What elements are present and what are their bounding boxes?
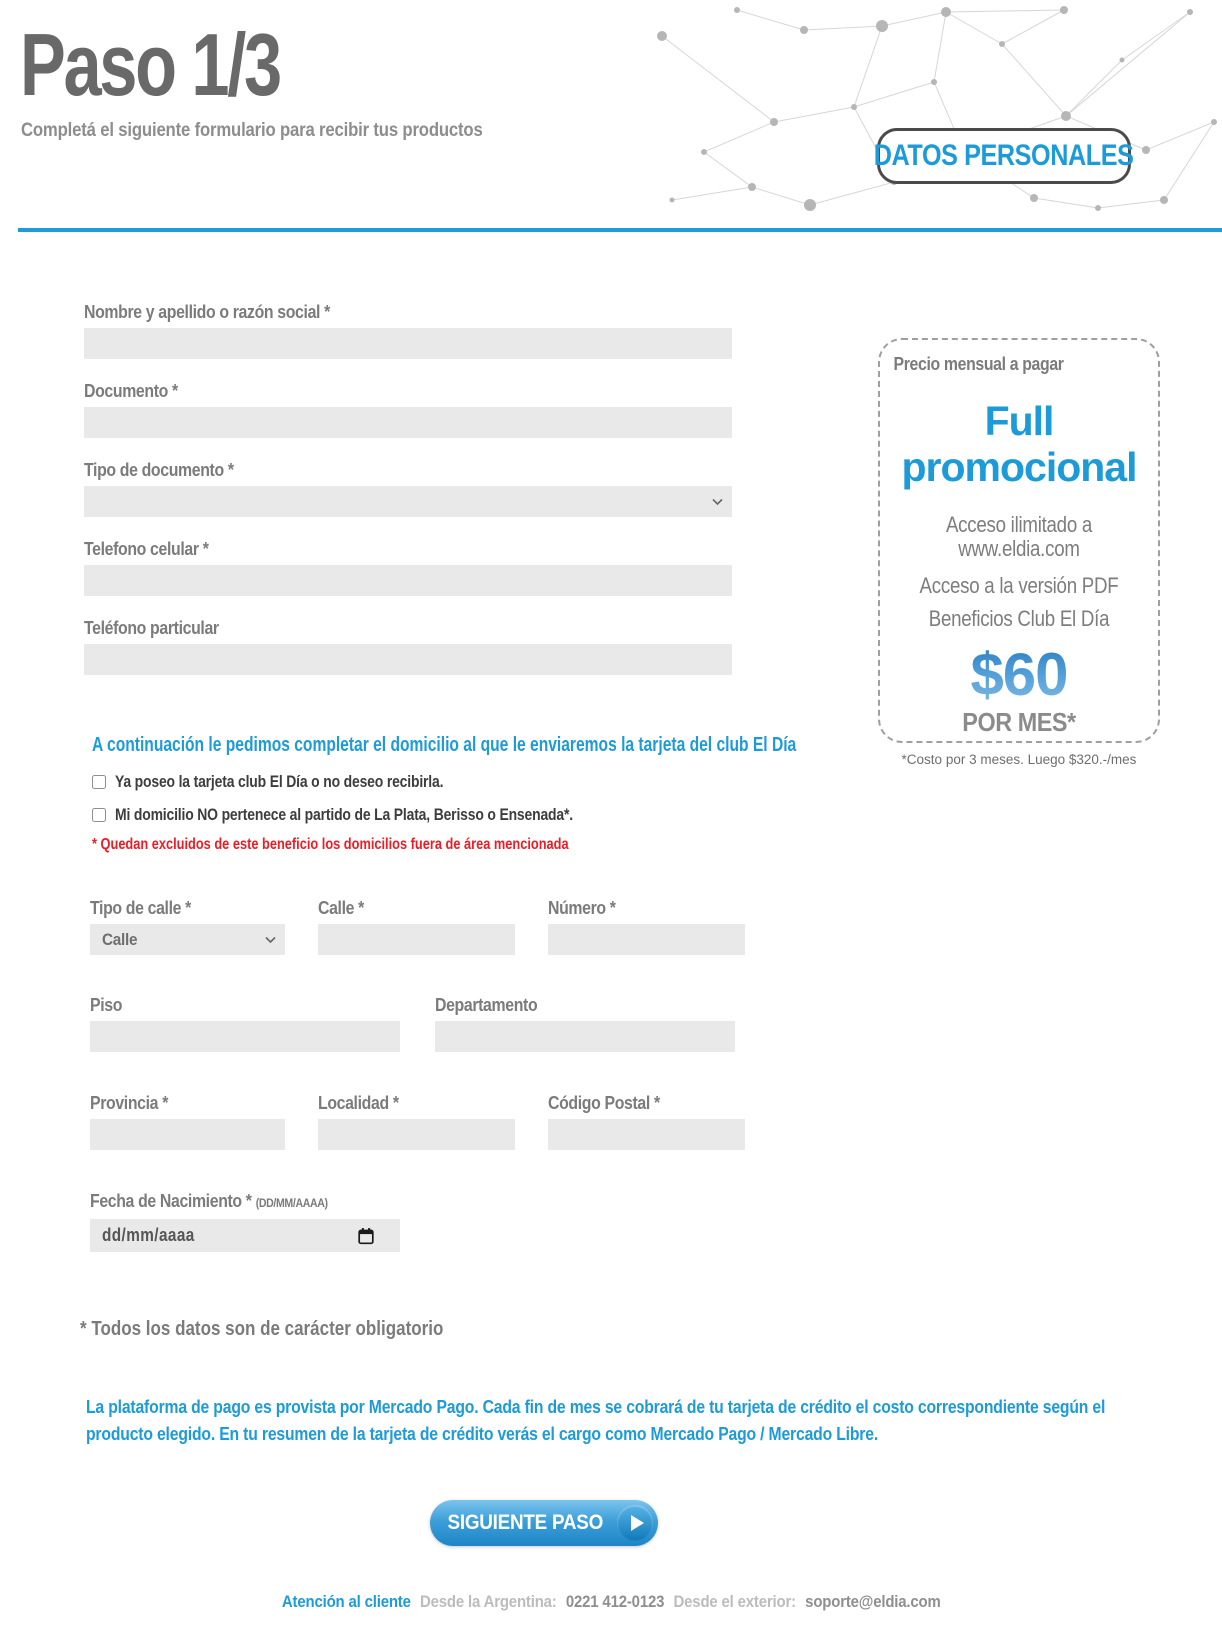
field-group-doc-type bbox=[84, 460, 732, 517]
section-badge bbox=[874, 128, 1134, 184]
outside-area-label: Mi domicilio NO pertenece al partido de La Plata, Berisso o Ensenada*. bbox=[115, 805, 573, 824]
benefit-pdf-version: Acceso a la versión PDF bbox=[919, 573, 1119, 599]
doc-type-label: Tipo de documento * bbox=[84, 460, 234, 480]
header-divider bbox=[18, 228, 1222, 232]
birthdate-placeholder: dd/mm/aaaa bbox=[102, 1225, 195, 1245]
calendar-icon[interactable] bbox=[358, 1227, 374, 1244]
birthdate-format-hint: (DD/MM/AAAA) bbox=[255, 1196, 328, 1210]
benefit-club: Beneficios Club El Día bbox=[928, 605, 1110, 631]
personal-data-form bbox=[84, 302, 732, 697]
cell-phone-input[interactable] bbox=[84, 565, 732, 596]
network-decoration bbox=[642, 0, 1222, 224]
street-type-value: Calle bbox=[102, 929, 138, 949]
apartment-input[interactable] bbox=[435, 1021, 735, 1052]
customer-service-footer bbox=[0, 1592, 1222, 1612]
price-footnote: *Costo por 3 meses. Luego $320.-/mes bbox=[901, 752, 1137, 767]
footer-label: Atención al cliente bbox=[281, 1592, 411, 1611]
product-name: Full promocional bbox=[901, 398, 1137, 490]
page-title: Paso 1/3 bbox=[20, 15, 280, 114]
excluded-areas-note: * Quedan excluidos de este beneficio los domicilios fuera de área mencionada bbox=[92, 836, 569, 853]
document-label: Documento * bbox=[84, 381, 178, 401]
field-group-postal-code bbox=[548, 1093, 745, 1150]
floor-input[interactable] bbox=[90, 1021, 400, 1052]
name-input[interactable] bbox=[84, 328, 732, 359]
play-icon-circle bbox=[617, 1505, 653, 1541]
name-label: Nombre y apellido o razón social * bbox=[84, 302, 330, 322]
street-type-label: Tipo de calle * bbox=[90, 898, 191, 918]
field-group-home-phone bbox=[84, 618, 732, 675]
next-step-button[interactable] bbox=[430, 1500, 658, 1546]
club-card-optout-checkbox[interactable] bbox=[92, 775, 106, 789]
birthdate-input[interactable] bbox=[90, 1219, 400, 1252]
field-group-number bbox=[548, 898, 745, 955]
required-fields-note: * Todos los datos son de carácter obligatorio bbox=[80, 1318, 444, 1340]
outside-area-checkbox[interactable] bbox=[92, 808, 106, 822]
city-input[interactable] bbox=[318, 1119, 515, 1150]
price-period: POR MES* bbox=[962, 707, 1076, 738]
footer-from-exterior: Desde el exterior: bbox=[673, 1592, 796, 1611]
benefit-unlimited-access-line2: www.eldia.com bbox=[958, 536, 1080, 562]
field-group-city bbox=[318, 1093, 515, 1150]
club-card-optout-option[interactable] bbox=[92, 772, 995, 792]
home-phone-input[interactable] bbox=[84, 644, 732, 675]
floor-label: Piso bbox=[90, 995, 123, 1015]
doc-type-select[interactable] bbox=[84, 486, 732, 517]
street-input[interactable] bbox=[318, 924, 515, 955]
postal-code-input[interactable] bbox=[548, 1119, 745, 1150]
club-card-optout-label: Ya poseo la tarjeta club El Día o no deseo recibirla. bbox=[115, 772, 444, 791]
field-group-cell-phone bbox=[84, 539, 732, 596]
play-icon bbox=[631, 1515, 644, 1531]
chevron-down-icon bbox=[265, 936, 276, 943]
field-group-apartment bbox=[435, 995, 735, 1052]
field-group-document bbox=[84, 381, 732, 438]
field-group-street bbox=[318, 898, 515, 955]
number-input[interactable] bbox=[548, 924, 745, 955]
postal-code-label: Código Postal * bbox=[548, 1093, 660, 1113]
cell-phone-label: Telefono celular * bbox=[84, 539, 209, 559]
price-box-header: Precio mensual a pagar bbox=[893, 354, 1064, 374]
address-form bbox=[90, 898, 770, 1348]
footer-email: soporte@eldia.com bbox=[804, 1592, 941, 1611]
birthdate-label bbox=[90, 1191, 363, 1213]
birthdate-label-text: Fecha de Nacimiento * bbox=[90, 1191, 252, 1211]
club-intro-text: A continuación le pedimos completar el domicilio al que le enviaremos la tarjeta del club El Día bbox=[92, 734, 797, 756]
field-group-street-type bbox=[90, 898, 285, 955]
province-input[interactable] bbox=[90, 1119, 285, 1150]
field-group-floor bbox=[90, 995, 400, 1052]
field-group-name bbox=[84, 302, 732, 359]
footer-from-argentina: Desde la Argentina: bbox=[419, 1592, 557, 1611]
payment-platform-note: La plataforma de pago es provista por Mercado Pago. Cada fin de mes se cobrará de tu tarjeta de crédito el costo correspondiente según el producto elegido. En tu resumen de la tarjeta de crédito verás el cargo como Mercado Pago / Mercado Libre. bbox=[86, 1396, 1106, 1445]
city-label: Localidad * bbox=[318, 1093, 399, 1113]
benefit-unlimited-access-line1: Acceso ilimitado a bbox=[945, 511, 1093, 537]
product-benefits bbox=[890, 513, 1148, 632]
price-box bbox=[878, 338, 1160, 743]
club-card-section bbox=[92, 734, 995, 854]
home-phone-label: Teléfono particular bbox=[84, 618, 219, 638]
chevron-down-icon bbox=[712, 498, 723, 505]
footer-phone: 0221 412-0123 bbox=[565, 1592, 664, 1611]
street-type-select[interactable] bbox=[90, 924, 285, 955]
apartment-label: Departamento bbox=[435, 995, 538, 1015]
field-group-birthdate bbox=[90, 1191, 400, 1252]
number-label: Número * bbox=[548, 898, 616, 918]
province-label: Provincia * bbox=[90, 1093, 169, 1113]
page-subtitle: Completá el siguiente formulario para recibir tus productos bbox=[21, 120, 483, 141]
section-badge-label: DATOS PERSONALES bbox=[874, 139, 1134, 172]
next-step-button-label: SIGUIENTE PASO bbox=[447, 1511, 604, 1534]
street-label: Calle * bbox=[318, 898, 364, 918]
document-input[interactable] bbox=[84, 407, 732, 438]
field-group-province bbox=[90, 1093, 285, 1150]
outside-area-option[interactable] bbox=[92, 805, 995, 825]
price-amount: $60 bbox=[970, 641, 1068, 709]
